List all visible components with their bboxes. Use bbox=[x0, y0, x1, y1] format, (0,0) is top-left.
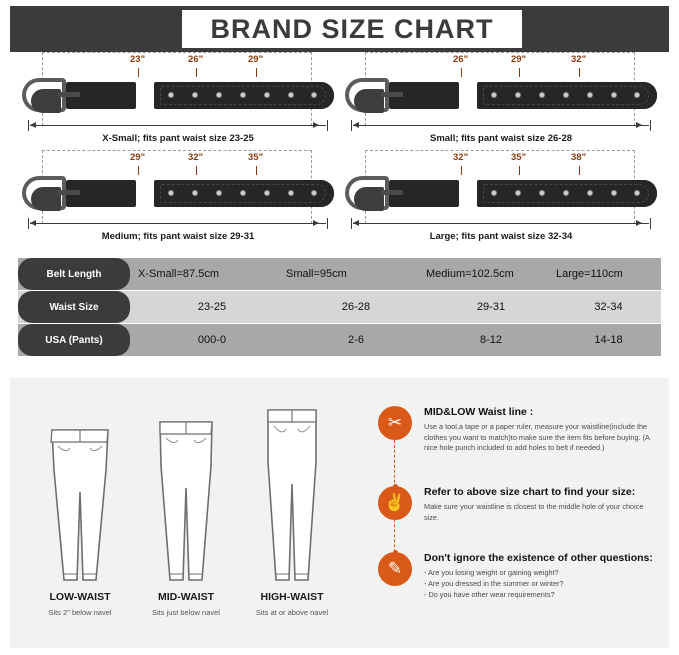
table-cell: Small=95cm bbox=[286, 268, 347, 280]
row-label: Waist Size bbox=[18, 291, 130, 323]
page-title: BRAND SIZE CHART bbox=[182, 10, 522, 48]
belt-gap bbox=[136, 82, 154, 109]
tip-line: clothes you want to match)to make sure the item fits before buying. (A bbox=[424, 432, 650, 442]
tip-line: - Do you have other wear requirements? bbox=[424, 589, 555, 599]
belt-holes bbox=[491, 190, 641, 198]
table-cell: 26-28 bbox=[341, 301, 371, 313]
measure-label: 35" bbox=[511, 152, 527, 163]
table-cell: Medium=102.5cm bbox=[426, 268, 514, 280]
tip-line: Make sure your waistline is closest to the middle hole of your choice size. bbox=[424, 502, 644, 522]
table-row bbox=[18, 291, 661, 323]
table-cell: 29-31 bbox=[476, 301, 506, 313]
table-cell: 2-6 bbox=[348, 334, 364, 346]
ruler-scissors-icon: ✂ bbox=[378, 406, 412, 440]
waist-illustration-low bbox=[30, 396, 130, 636]
belt-holes bbox=[168, 92, 318, 100]
measure-label: 32" bbox=[571, 54, 587, 65]
size-table bbox=[18, 258, 661, 356]
row-label: USA (Pants) bbox=[18, 324, 130, 356]
tip-line: - Are you losing weight or gaining weight? bbox=[424, 568, 559, 577]
jeans-high-waist-icon bbox=[242, 396, 342, 586]
belt-diagram-large bbox=[341, 152, 661, 250]
measure-label: 35" bbox=[248, 152, 264, 163]
waist-guide-panel bbox=[10, 378, 669, 648]
measure-label: 29" bbox=[130, 152, 146, 163]
belt-caption: X-Small; fits pant waist size 23-25 bbox=[102, 133, 254, 144]
table-cell: 14-18 bbox=[594, 334, 623, 346]
belt-graphic bbox=[345, 76, 657, 116]
measure-label: 29" bbox=[511, 54, 527, 65]
tip-line: Use a tool,a tape or a paper ruler, measure your waistline(include the bbox=[424, 422, 648, 431]
table-cell: X-Small=87.5cm bbox=[138, 268, 220, 280]
belt-graphic bbox=[22, 76, 334, 116]
table-row bbox=[18, 258, 661, 290]
table-cell: 000-0 bbox=[197, 334, 227, 346]
belt-prong bbox=[381, 190, 403, 195]
waist-illustration-mid bbox=[136, 396, 236, 636]
belt-graphic bbox=[345, 174, 657, 214]
belt-caption: Small; fits pant waist size 26-28 bbox=[429, 133, 573, 144]
waist-illustration-high bbox=[242, 396, 342, 636]
table-cell: 8-12 bbox=[479, 334, 503, 346]
table-cell: 32-34 bbox=[594, 301, 623, 313]
belt-diagram-xsmall bbox=[18, 54, 338, 152]
measure-label: 26" bbox=[188, 54, 204, 65]
waist-title: MID-WAIST bbox=[158, 591, 214, 603]
belt-caption: Medium; fits pant waist size 29-31 bbox=[101, 231, 255, 242]
tip-title: MID&LOW Waist line : bbox=[424, 406, 534, 418]
measure-label: 23" bbox=[130, 54, 146, 65]
measure-label: 26" bbox=[453, 54, 469, 65]
belt-holes bbox=[491, 92, 641, 100]
waist-title: HIGH-WAIST bbox=[260, 591, 324, 603]
tip-title: Don't ignore the existence of other questions: bbox=[424, 552, 653, 564]
belt-caption: Large; fits pant waist size 32-34 bbox=[429, 231, 573, 242]
thumbs-up-icon: ✌ bbox=[378, 486, 412, 520]
belt-gap bbox=[136, 180, 154, 207]
belt-graphic bbox=[22, 174, 334, 214]
belt-diagram-medium bbox=[18, 152, 338, 250]
table-cell: 23-25 bbox=[197, 301, 227, 313]
measure-label: 29" bbox=[248, 54, 264, 65]
header-bar bbox=[10, 6, 669, 52]
table-row bbox=[18, 324, 661, 356]
measure-label: 38" bbox=[571, 152, 587, 163]
belt-prong bbox=[381, 92, 403, 97]
belt-gap bbox=[459, 180, 477, 207]
waist-title: LOW-WAIST bbox=[49, 591, 111, 603]
waist-subtitle: Sits just below navel bbox=[152, 608, 220, 617]
tip-line: nice hole punch included to add holes to belt if needed.) bbox=[424, 443, 605, 453]
belt-prong bbox=[58, 92, 80, 97]
belt-prong bbox=[58, 190, 80, 195]
waist-illustrations bbox=[28, 396, 348, 636]
table-cell: Large=110cm bbox=[556, 268, 623, 280]
tip-line: - Are you dressed in the summer or winter? bbox=[424, 578, 564, 588]
jeans-low-waist-icon bbox=[30, 396, 130, 586]
tip-title: Refer to above size chart to find your size: bbox=[424, 486, 636, 498]
note-pencil-icon: ✎ bbox=[378, 552, 412, 586]
waist-subtitle: Sits at or above navel bbox=[255, 608, 329, 617]
measure-label: 32" bbox=[453, 152, 469, 163]
jeans-mid-waist-icon bbox=[136, 396, 236, 586]
belt-diagram-small bbox=[341, 54, 661, 152]
row-label: Belt Length bbox=[18, 258, 130, 290]
tips-list bbox=[378, 404, 658, 626]
measure-label: 32" bbox=[188, 152, 204, 163]
belt-diagram-area bbox=[10, 52, 669, 252]
waist-subtitle: Sits 2" below navel bbox=[48, 608, 112, 617]
belt-holes bbox=[168, 190, 318, 198]
belt-gap bbox=[459, 82, 477, 109]
